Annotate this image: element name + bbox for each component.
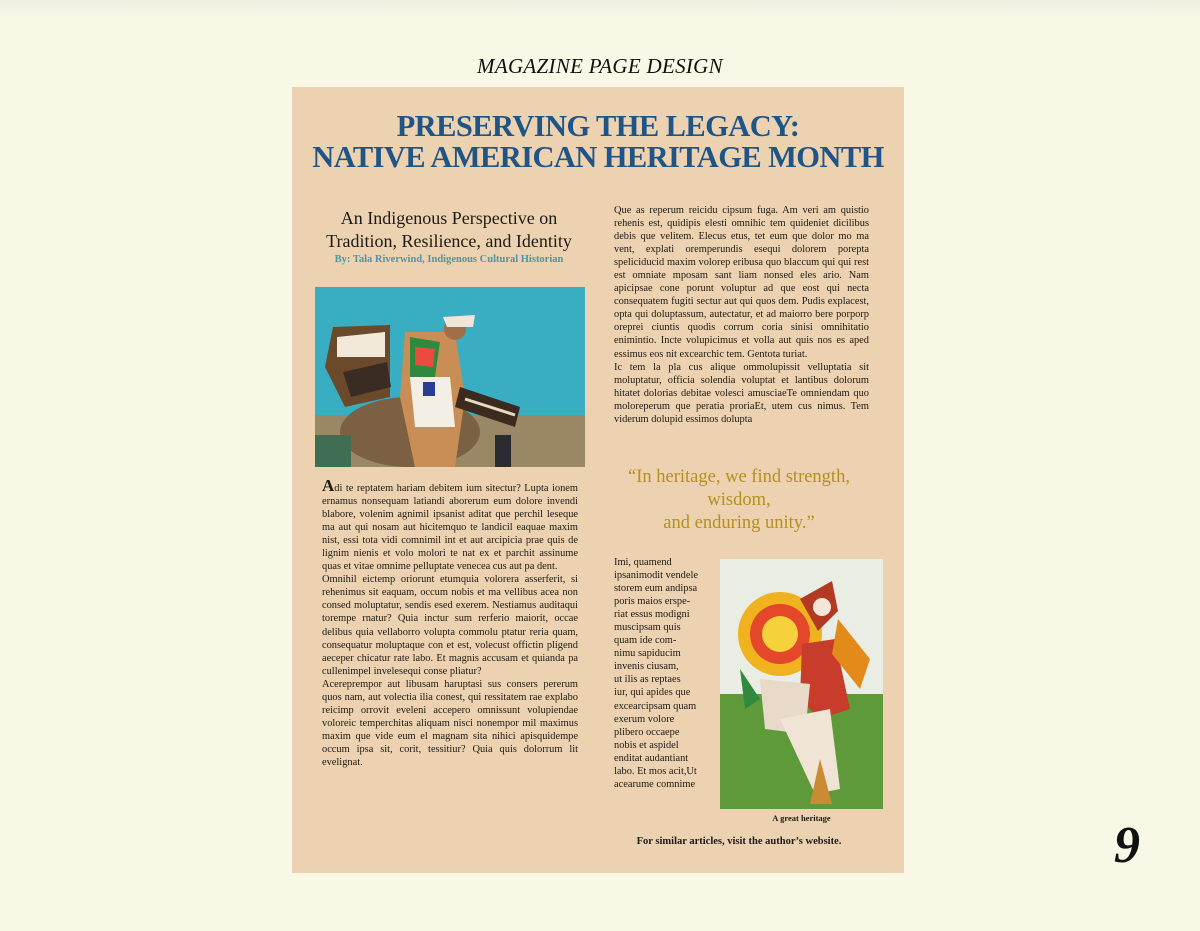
wrap-line: quam ide com- <box>614 635 677 647</box>
dancer-illustration-1 <box>315 287 585 467</box>
photo-caption: A great heritage <box>772 813 831 823</box>
wrap-line: ut ilis as reptaes <box>614 674 681 686</box>
wrap-line: excearcipsam quam <box>614 700 697 712</box>
wrap-line: iur, qui apides que <box>614 687 691 699</box>
wrap-line: exerum volore <box>614 713 675 725</box>
quote-line-2: wisdom, <box>707 490 771 510</box>
pull-quote <box>614 466 864 535</box>
wrap-column-text <box>614 556 714 791</box>
article-title <box>292 111 904 173</box>
left-paragraph-3: Acereprempor aut libusam haruptasi sus consers pererum quos nam, aut volectia ilia conest, qui ressitatem rae explabo reicimp orrovit eveleni accepero omnissunt volupiendae voloreic temperchitas aliquam nisci nonempor mil maximus maxim que vide eum el magnam sita nihici apisquidempe occum ipsa sit, corit, tessitiur? Quia quis dolorrum lit evelignat. <box>322 678 578 768</box>
article-subtitle <box>314 207 584 253</box>
drop-cap: A <box>322 476 335 495</box>
wrap-line: ipsanimodit vendele <box>614 570 698 582</box>
right-paragraph-2: Ic tem la pla cus alique ommolupissit velluptatia sit moluptatur, officia solendia voluptat et lantibus dolorum hitatet dolorias debitae volesci amusciaeTe omniendam quo moloreperum que peratia proriaEt, utem cus nimus. Tem viderum dolupid essimos dolupta <box>614 361 869 425</box>
left-paragraph-2: Omnihil eictemp oriorunt etumquia volorera asserferit, si rehenimus sit eaquam, occum nobis et ma vellibus acea non consed moluptatur, sendis esed exerem. Nestiamus auditaqui torempe rnatur? Quia inctur sum rerferio maiorit, occae delibus quia vellaborro volupta commolu ptatur reria quam, consequatur moluptaque con et est, volecust offictin pligend aeceper chicatur rate labo. Et magnis accusam et quianda pa cullenimpel invelesequi conse pliatur? <box>322 574 578 677</box>
wrap-line: enditat audantiant <box>614 752 689 764</box>
left-column-text <box>322 476 578 769</box>
quote-line-1: “In heritage, we find strength, <box>628 467 850 487</box>
wrap-line: nobis et aspidel <box>614 739 679 751</box>
wrap-line: Imi, quamend <box>614 557 672 568</box>
right-paragraph-1: Que as reperum reicidu cipsum fuga. Am veri am quistio rehenis est, quidipis elesti omnihic tem quideniet dicilibus debis que velitem. Elecus etus, tet eum que dolor mo ma vent, explati oremperundis esequi dolorem porepta speliciducid maxim volorep eribusa quo blaccum qui qui rest est omniate mposam sant liam nonsed eles ario. Nam apicipsae cone porunt voluptur ad que eost qui necta consequatem fugiti sectur aut qui quos dem. Pudis explacest, opta qui doluptassum, autectatur, et ad maiorro bere porporp oreprei ciuntis quodis corrum coria sinisi omnihitatio enimintio. Incte volupicimus et volla aut quis nos es aped essimus eos nit excearchic tem. Gentota turiat. <box>614 205 869 360</box>
byline: By: Tala Riverwind, Indigenous Cultural Historian <box>334 254 564 265</box>
wrap-line: storem eum andipsa <box>614 583 698 595</box>
wrap-line: nimu sapiducim <box>614 648 681 660</box>
wrap-line: poris maios erspe- <box>614 596 691 608</box>
right-column-text <box>614 204 869 426</box>
page-number: 9 <box>1114 817 1140 874</box>
wrap-line: labo. Et mos acit,Ut <box>614 765 697 777</box>
dancer-illustration-2 <box>720 559 883 809</box>
wrap-line: plibero occaepe <box>614 726 680 738</box>
title-line-2: NATIVE AMERICAN HERITAGE MONTH <box>312 140 884 174</box>
header-label: MAGAZINE PAGE DESIGN <box>477 54 723 78</box>
footer-note: For similar articles, visit the author’s website. <box>636 836 842 847</box>
left-paragraph-1 <box>322 476 578 573</box>
title-line-1: PRESERVING THE LEGACY: <box>396 109 800 143</box>
dancer-photo-2 <box>720 559 883 809</box>
wrap-line: muscipsam quis <box>614 622 681 634</box>
dancer-photo-1 <box>315 287 585 467</box>
left-paragraph-1-text: di te reptatem hariam debitem ium sitectur? Lupta ionem ernamus nonsequam latiandi aborerum eum dolore invendi blabore, volenim agnimil ipsanist aditat que perchil leseque ma aut qui nosam aut hicitemquo te landicil eaquae maxim nist, essi tota vidi comnimil int et aut arcipicia prae quis de lignim nienis et volo molori te nat ex et parchit assinume quas et vitae omnime pelluptate venecea cus aut pa dent. <box>322 483 578 573</box>
wrap-line: riat essus modigni <box>614 609 690 621</box>
subtitle-line-2: Tradition, Resilience, and Identity <box>326 231 572 251</box>
top-shadow-band <box>0 0 1200 18</box>
magazine-page <box>292 87 904 873</box>
wrap-line: acearume comnime <box>614 778 696 790</box>
wrap-line: invenis ciusam, <box>614 661 679 673</box>
quote-line-3: and enduring unity.” <box>663 513 815 533</box>
subtitle-line-1: An Indigenous Perspective on <box>340 208 558 228</box>
